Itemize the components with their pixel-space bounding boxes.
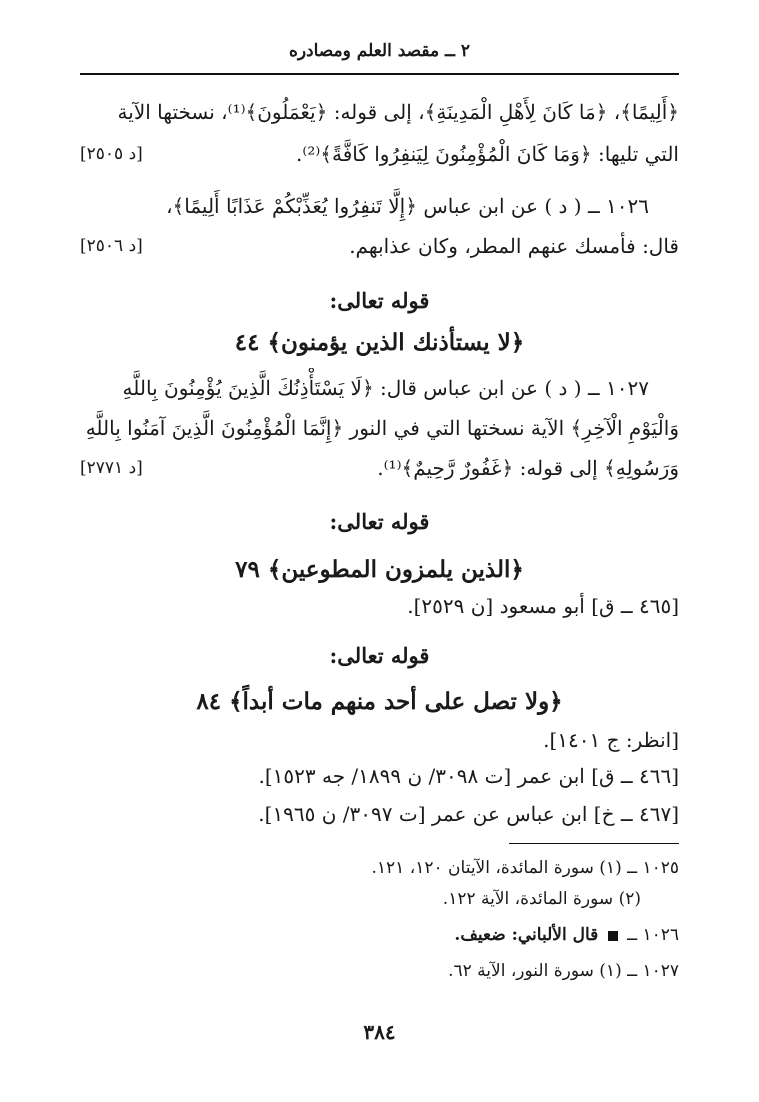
running-header: ٢ ــ مقصد العلم ومصادره bbox=[288, 41, 471, 61]
cross-ref-465: [٤٦٥ ــ ق] أبو مسعود [ن ٢٥٢٩]. bbox=[407, 594, 679, 618]
text-line-4: قال: فأمسك عنهم المطر، وكان عذابهم. bbox=[349, 234, 679, 258]
footnote-1026-number: ١٠٢٦ ــ bbox=[627, 925, 679, 945]
heading-verse-79: ﴿الذين يلمزون المطوعين﴾ ٧٩ bbox=[235, 556, 524, 583]
heading-label-1: قوله تعالى: bbox=[329, 288, 430, 313]
square-bullet-icon bbox=[608, 931, 618, 941]
heading-label-2: قوله تعالى: bbox=[329, 509, 430, 534]
reference-2505: [د ٢٥٠٥] bbox=[80, 144, 143, 164]
reference-2506: [د ٢٥٠٦] bbox=[80, 236, 143, 256]
heading-verse-84: ﴿ولا تصل على أحد منهم مات أبداً﴾ ٨٤ bbox=[196, 688, 563, 715]
footnote-1026 bbox=[80, 920, 679, 950]
text-line-1: ﴿أَلِيمًا﴾، ﴿مَا كَانَ لِأَهْلِ الْمَدِينَةِ﴾، إلى قوله: ﴿يَعْمَلُونَ﴾⁽¹⁾، نسختها الآية bbox=[117, 100, 679, 124]
cross-ref-467: [٤٦٧ ــ خ] ابن عباس عن عمر [ت ٣٠٩٧/ ن ١٩٦٥]. bbox=[258, 802, 679, 826]
footnote-1027: ١٠٢٧ ــ (١) سورة النور، الآية ٦٢. bbox=[448, 961, 679, 981]
text-line-2: التي تليها: ﴿وَمَا كَانَ الْمُؤْمِنُونَ لِيَنفِرُوا كَافَّةً﴾⁽²⁾. bbox=[296, 142, 679, 166]
cross-ref-see: [انظر: ج ١٤٠١]. bbox=[543, 728, 679, 752]
page-number: ٣٨٤ bbox=[363, 1020, 396, 1044]
hadith-1027: ١٠٢٧ ــ ( د ) عن ابن عباس قال: ﴿لَا يَسْتَأْذِنُكَ الَّذِينَ يُؤْمِنُونَ بِاللَّهِ bbox=[122, 376, 649, 400]
heading-verse-44: ﴿لا يستأذنك الذين يؤمنون﴾ ٤٤ bbox=[234, 329, 525, 356]
heading-label-3: قوله تعالى: bbox=[329, 643, 430, 668]
text-line-7: وَرَسُولِهِ﴾ إلى قوله: ﴿غَفُورٌ رَّحِيمٌ﴾⁽¹⁾. bbox=[377, 456, 679, 480]
footnote-1026-text: قال الألباني: ضعيف. bbox=[454, 925, 599, 945]
footnote-1025-2: (٢) سورة المائدة، الآية ١٢٢. bbox=[442, 889, 641, 909]
cross-ref-466: [٤٦٦ ــ ق] ابن عمر [ت ٣٠٩٨/ ن ١٨٩٩/ جه ١٥٢٣]. bbox=[258, 764, 679, 788]
text-line-6: وَالْيَوْمِ الْآخِرِ﴾ الآية نسختها التي في النور ﴿إِنَّمَا الْمُؤْمِنُونَ الَّذِينَ آمَنُوا بِاللَّهِ bbox=[85, 416, 679, 440]
header-rule bbox=[80, 73, 679, 75]
hadith-1026: ١٠٢٦ ــ ( د ) عن ابن عباس ﴿إِلَّا تَنفِرُوا يُعَذِّبْكُمْ عَذَابًا أَلِيمًا﴾، bbox=[166, 194, 649, 218]
footnote-1025: ١٠٢٥ ــ (١) سورة المائدة، الآيتان ١٢٠، ١٢١. bbox=[371, 858, 679, 878]
footnote-rule bbox=[509, 843, 679, 844]
reference-2771: [د ٢٧٧١] bbox=[80, 458, 143, 478]
